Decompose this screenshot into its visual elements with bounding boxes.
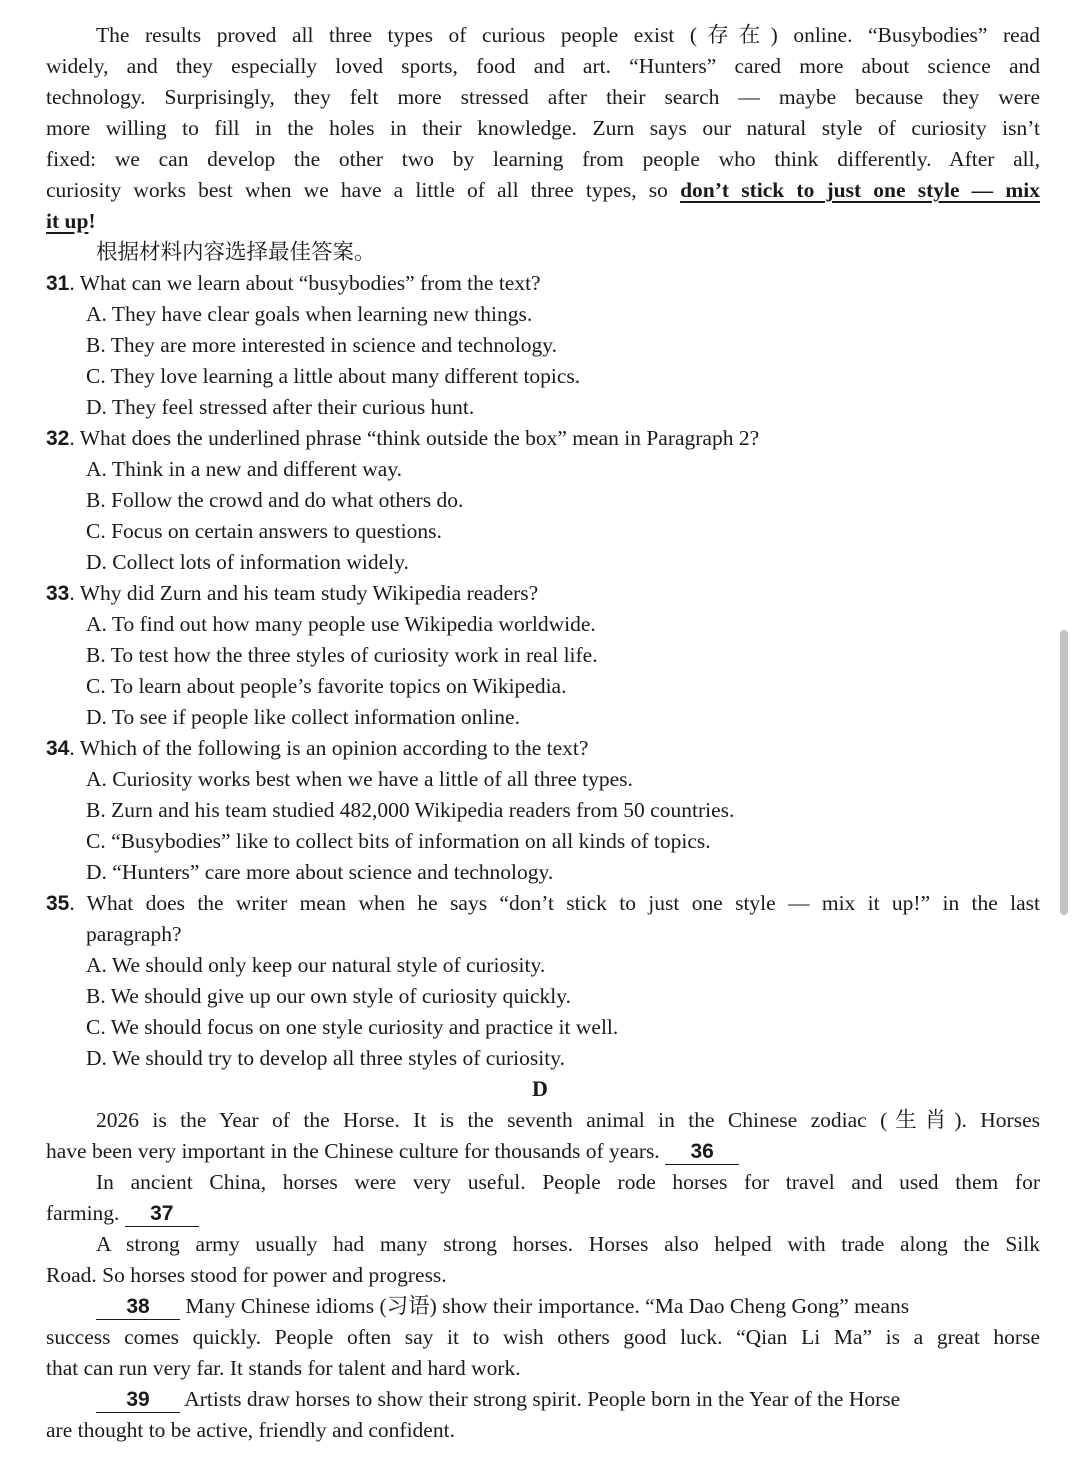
option-c: C. They love learning a little about many different topics.	[86, 364, 581, 388]
option-d: D. They feel stressed after their curious hunt.	[86, 395, 475, 419]
passage-line: more willing to fill in the holes in their knowledge. Zurn says our natural style of curiosity isn’t	[46, 116, 1040, 140]
passage-line: technology. Surprisingly, they felt more stressed after their search — maybe because they were	[46, 85, 1040, 109]
question-stem: . Which of the following is an opinion according to the text?	[69, 736, 589, 760]
option-a: A. To find out how many people use Wikipedia worldwide.	[86, 612, 596, 636]
answer-blank-36: 36	[665, 1140, 739, 1165]
option-a: A. Curiosity works best when we have a little of all three types.	[86, 767, 633, 791]
question-stem: . What can we learn about “busybodies” from the text?	[69, 271, 541, 295]
option-d: D. To see if people like collect information online.	[86, 705, 520, 729]
option-d: D. Collect lots of information widely.	[86, 550, 409, 574]
passage-line	[46, 1136, 1040, 1167]
option-b: B. To test how the three styles of curiosity work in real life.	[86, 643, 598, 667]
passage-line: are thought to be active, friendly and confident.	[46, 1418, 455, 1442]
answer-blank-38: 38	[96, 1295, 180, 1320]
instruction: 根据材料内容选择最佳答案。	[96, 240, 376, 264]
scrollbar-thumb[interactable]	[1060, 630, 1068, 915]
passage-text: curiosity works best when we have a little of all three types, so	[46, 178, 681, 202]
question-34	[46, 733, 1040, 764]
question-number: 33	[46, 582, 70, 605]
passage-line	[46, 175, 1040, 206]
passage-line: Road. So horses stood for power and progress.	[46, 1263, 447, 1287]
option-c: C. Focus on certain answers to questions.	[86, 519, 442, 543]
option-c: C. “Busybodies” like to collect bits of information on all kinds of topics.	[86, 829, 711, 853]
passage-text: farming.	[46, 1201, 125, 1225]
answer-blank-37: 37	[125, 1202, 199, 1227]
answer-blank-39: 39	[96, 1388, 180, 1413]
option-b: B. We should give up our own style of curiosity quickly.	[86, 984, 571, 1008]
question-number: 31	[46, 272, 70, 295]
question-number: 32	[46, 427, 70, 450]
passage-text: Many Chinese idioms (习语) show their importance. “Ma Dao Cheng Gong” means	[180, 1294, 910, 1318]
passage-text: have been very important in the Chinese culture for thousands of years.	[46, 1139, 666, 1163]
question-31	[46, 268, 1040, 299]
option-b: B. Zurn and his team studied 482,000 Wikipedia readers from 50 countries.	[86, 798, 735, 822]
bold-underlined-phrase: don’t stick to just one style — mix	[680, 178, 1040, 202]
passage-line	[96, 1291, 1040, 1322]
passage-text: Artists draw horses to show their strong spirit. People born in the Year of the Horse	[180, 1387, 901, 1411]
question-stem: . What does the underlined phrase “think outside the box” mean in Paragraph 2?	[69, 426, 760, 450]
question-number: 34	[46, 737, 70, 760]
option-b: B. They are more interested in science and technology.	[86, 333, 558, 357]
passage-line	[46, 206, 1040, 237]
option-d: D. “Hunters” care more about science and technology.	[86, 860, 554, 884]
question-35	[46, 888, 1040, 919]
passage-line: 2026 is the Year of the Horse. It is the seventh animal in the Chinese zodiac (生肖). Horses	[96, 1108, 1040, 1132]
option-a: A. We should only keep our natural style of curiosity.	[86, 953, 546, 977]
option-b: B. Follow the crowd and do what others do.	[86, 488, 464, 512]
passage-line	[46, 1198, 1040, 1229]
question-stem: . What does the writer mean when he says “don’t stick to just one style — mix it up!” in the last	[69, 891, 1040, 915]
question-32	[46, 423, 1040, 454]
question-33	[46, 578, 1040, 609]
option-c: C. We should focus on one style curiosity and practice it well.	[86, 1015, 619, 1039]
passage-line: success comes quickly. People often say it to wish others good luck. “Qian Li Ma” is a great horse	[46, 1325, 1040, 1349]
question-stem-continued: paragraph?	[86, 922, 182, 946]
section-heading: D	[532, 1076, 548, 1101]
option-c: C. To learn about people’s favorite topics on Wikipedia.	[86, 674, 567, 698]
passage-line: A strong army usually had many strong horses. Horses also helped with trade along the Silk	[96, 1232, 1040, 1256]
question-stem: . Why did Zurn and his team study Wikipedia readers?	[69, 581, 539, 605]
bold-underlined-phrase: it up	[46, 209, 89, 233]
passage-line: The results proved all three types of curious people exist (存在) online. “Busybodies” read	[96, 23, 1040, 47]
question-number: 35	[46, 892, 70, 915]
passage-line: that can run very far. It stands for talent and hard work.	[46, 1356, 521, 1380]
passage-line	[96, 1384, 1040, 1415]
option-a: A. Think in a new and different way.	[86, 457, 403, 481]
passage-line: In ancient China, horses were very useful. People rode horses for travel and used them for	[96, 1170, 1040, 1194]
passage-line: fixed: we can develop the other two by learning from people who think differently. After all,	[46, 147, 1040, 171]
option-a: A. They have clear goals when learning new things.	[86, 302, 533, 326]
passage-line: widely, and they especially loved sports, food and art. “Hunters” cared more about science and	[46, 54, 1040, 78]
option-d: D. We should try to develop all three styles of curiosity.	[86, 1046, 565, 1070]
passage-text: !	[88, 209, 96, 233]
